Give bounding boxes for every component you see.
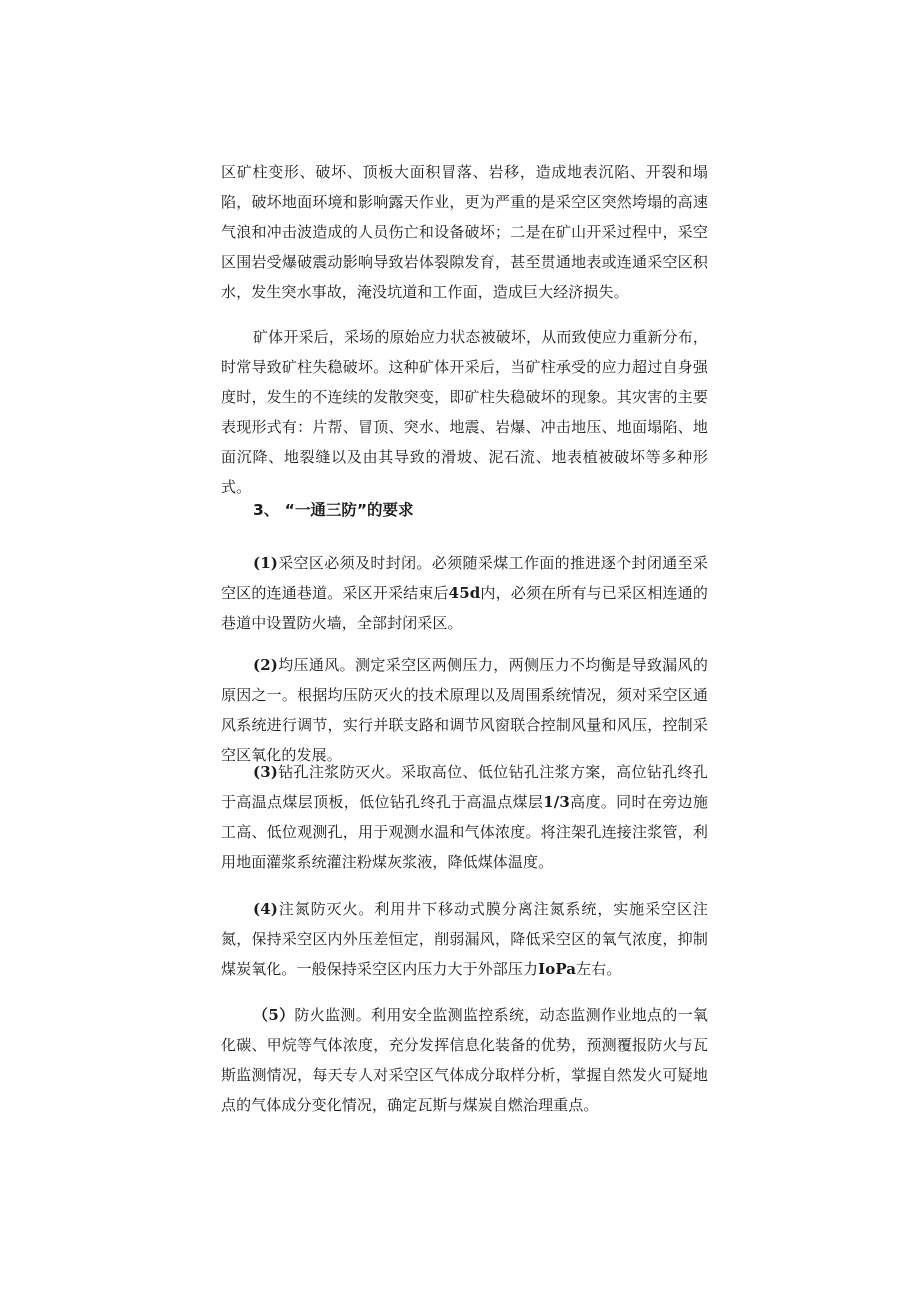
item-bold-value: 45d [448,584,481,602]
item-5 [221,1000,708,1120]
item-number: (2) [253,656,278,674]
item-text: 左右。 [576,960,622,978]
item-number: (1) [253,554,278,572]
item-text: 内，必须在所有与已采区相连通的巷道中设置防火墙，全部封闭采区。 [221,584,708,632]
item-1 [221,548,708,638]
paragraph-continuation: 区矿柱变形、破坏、顶板大面积冒落、岩移，造成地表沉陷、开裂和塌陷，破坏地面环境和影响露天作业，更为严重的是采空区突然垮塌的高速气浪和冲击波造成的人员伤亡和设备破坏；二是在矿山开采过程中，采空区围岩受爆破震动影响导致岩体裂隙发育，甚至贯通地表或连通采空区积水，发生突水事故，淹没坑道和工作面，造成巨大经济损失。 [221,163,708,301]
item-text: 钻孔注浆防灭火。采取高位、低位钻孔注浆方案，高位钻孔终孔于高温点煤层顶板，低位钻孔终孔于高温点煤层 [221,763,708,811]
section-heading: 3、 “一通三防”的要求 [253,501,414,519]
item-4 [221,894,708,984]
item-text: 防火监测。利用安全监测监控系统，动态监测作业地点的一氧化碳、甲烷等气体浓度，充分发挥信息化装备的优势，预测覆报防火与瓦斯监测情况，每天专人对采空区气体成分取样分析，掌握自然发火可疑地点的气体成分变化情况，确定瓦斯与煤炭自燃治理重点。 [221,1006,708,1114]
item-bold-value: IoPa [538,960,577,978]
item-text: 高度。同时在旁边施工高、低位观测孔，用于观测水温和气体浓度。将注架孔连接注浆管，利用地面灌浆系统灌注粉煤灰浆液，降低煤体温度。 [221,793,708,871]
item-text: 采空区必须及时封闭。必须随采煤工作面的推进逐个封闭通至采空区的连通巷道。采区开采结束后 [221,554,708,602]
item-number: (3) [253,763,278,781]
item-2 [221,650,708,770]
item-3 [221,757,708,877]
item-number: （5） [253,1006,295,1024]
item-number: (4) [253,900,278,918]
item-text: 均压通风。测定采空区两侧压力，两侧压力不均衡是导致漏风的原因之一。根据均压防灭火的技术原理以及周围系统情况，须对采空区通风系统进行调节，实行并联支路和调节风窗联合控制风量和风压，控制采空区氧化的发展。 [221,656,708,764]
item-bold-value: 1/3 [543,793,570,811]
item-text: 注氮防灭火。利用井下移动式膜分离注氮系统，实施采空区注氮，保持采空区内外压差恒定，削弱漏风，降低采空区的氧气浓度，抑制煤炭氧化。一般保持采空区内压力大于外部压力 [221,900,708,978]
paragraph-pillar-failure: 矿体开采后，采场的原始应力状态被破坏，从而致使应力重新分布，时常导致矿柱失稳破坏。这种矿体开采后，当矿柱承受的应力超过自身强度时，发生的不连续的发散突变，即矿柱失稳破坏的现象。其灾害的主要表现形式有：片帮、冒顶、突水、地震、岩爆、冲击地压、地面塌陷、地面沉降、地裂缝以及由其导致的滑坡、泥石流、地表植被破坏等多种形式。 [221,328,708,496]
